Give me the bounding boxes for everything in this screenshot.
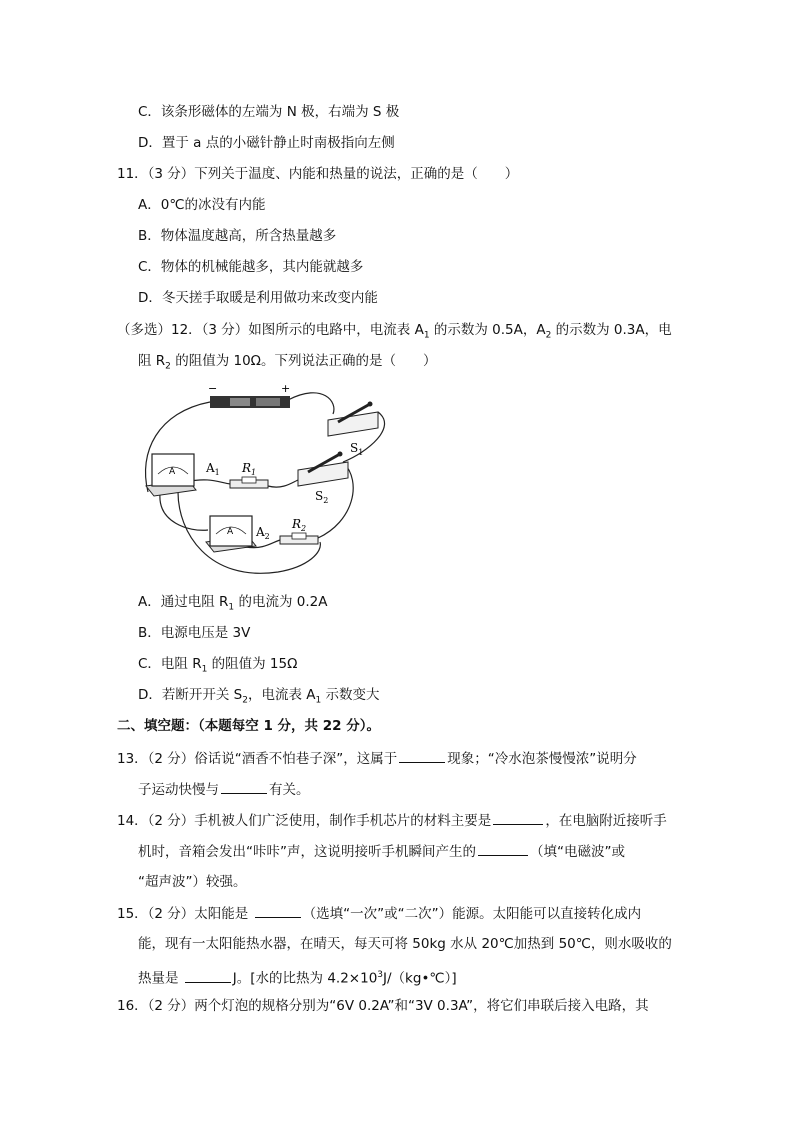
circuit-diagram xyxy=(138,382,388,582)
svg-text:A1: $A_1$ xyxy=(206,461,220,477)
q14-line3: “超声波”）较强。 xyxy=(138,874,247,890)
resistor-r1 xyxy=(230,461,268,488)
q14-blank-2[interactable] xyxy=(478,841,528,856)
q14-line2: 机时，音箱会发出“咔咔”声，这说明接听手机瞬间产生的 （填“电磁波”或 xyxy=(138,841,625,862)
svg-text:A: A xyxy=(227,527,234,537)
svg-text:R2: $R_2$ xyxy=(292,517,307,533)
svg-text:A2: $A_2$ xyxy=(256,525,270,541)
battery-minus-label: − xyxy=(208,382,218,395)
resistor-r2 xyxy=(280,517,318,544)
q12-stem-line1: （多选）12．（3 分）如图所示的电路中，电流表 $A_1$ 的示数为 0.5A，$A_2$ 的示数为 0.3A，电 xyxy=(117,322,672,341)
q15-line1: 15．（2 分）太阳能是 （选填“一次”或“二次”）能源。太阳能可以直接转化成内 xyxy=(117,903,641,924)
q16-line1: 16．（2 分）两个灯泡的规格分别为“6V 0.2A”和“3V 0.3A”，将它们串联后接入电路，其 xyxy=(117,998,649,1014)
q15-blank-2[interactable] xyxy=(185,968,231,983)
svg-text:S2: $S_2$ xyxy=(315,489,329,505)
q15-blank-1[interactable] xyxy=(255,903,301,918)
wire-battery-s1 xyxy=(288,393,334,414)
q11-option-c: C．物体的机械能越多，其内能就越多 xyxy=(138,259,364,275)
q11-option-d: D．冬天搓手取暖是利用做功来改变内能 xyxy=(138,290,378,306)
q10-option-c: C．该条形磁体的左端为 N 极，右端为 S 极 xyxy=(138,104,400,120)
q14-blank-1[interactable] xyxy=(493,810,543,825)
q11-stem: 11．（3 分）下列关于温度、内能和热量的说法，正确的是（ ） xyxy=(117,166,519,182)
q14-line1: 14．（2 分）手机被人们广泛使用，制作手机芯片的材料主要是 ，在电脑附近接听手 xyxy=(117,810,667,831)
q12-stem-line2: 阻 $R_2$ 的阻值为 10Ω。下列说法正确的是（ ） xyxy=(138,353,437,372)
q11-option-b: B．物体温度越高，所含热量越多 xyxy=(138,228,337,244)
switch-s2 xyxy=(298,452,348,506)
svg-text:S1: $S_1$ xyxy=(350,441,364,457)
q13-blank-1[interactable] xyxy=(399,748,445,763)
svg-text:A: A xyxy=(169,467,176,477)
q15-line2: 能，现有一太阳能热水器，在晴天，每天可将 50kg 水从 20℃加热到 50℃，则水吸收的 xyxy=(138,936,672,952)
q12-option-c: C．电阻 $R_1$ 的阻值为 15Ω xyxy=(138,656,298,675)
q13-line1: 13．（2 分）俗话说“酒香不怕巷子深”，这属于 现象；“冷水泡茶慢慢浓”说明分 xyxy=(117,748,637,769)
q13-blank-2[interactable] xyxy=(221,779,267,794)
ammeter-a1 xyxy=(146,454,220,496)
svg-text:R1: $R_1$ xyxy=(242,461,257,477)
battery xyxy=(208,382,290,408)
q11-option-a: A．0℃的冰没有内能 xyxy=(138,197,266,213)
q15-line3: 热量是 J。[水的比热为 $4.2\times 10^3J/(kg•℃)$] xyxy=(138,965,457,989)
q12-option-d: D．若断开开关 $S_2$，电流表 $A_1$ 示数变大 xyxy=(138,687,380,706)
q10-option-d: D．置于 a 点的小磁针静止时南极指向左侧 xyxy=(138,135,395,151)
section-heading-fill-blank: 二、填空题：（本题每空 1 分，共 22 分）。 xyxy=(117,718,380,734)
wire-r1-s2 xyxy=(268,480,298,487)
q12-option-a: A．通过电阻 $R_1$ 的电流为 0.2A xyxy=(138,594,328,613)
q13-line2: 子运动快慢与 有关。 xyxy=(138,779,310,800)
q12-option-b: B．电源电压是 3V xyxy=(138,625,251,641)
switch-s1 xyxy=(328,402,378,458)
battery-plus-label: + xyxy=(281,382,291,395)
